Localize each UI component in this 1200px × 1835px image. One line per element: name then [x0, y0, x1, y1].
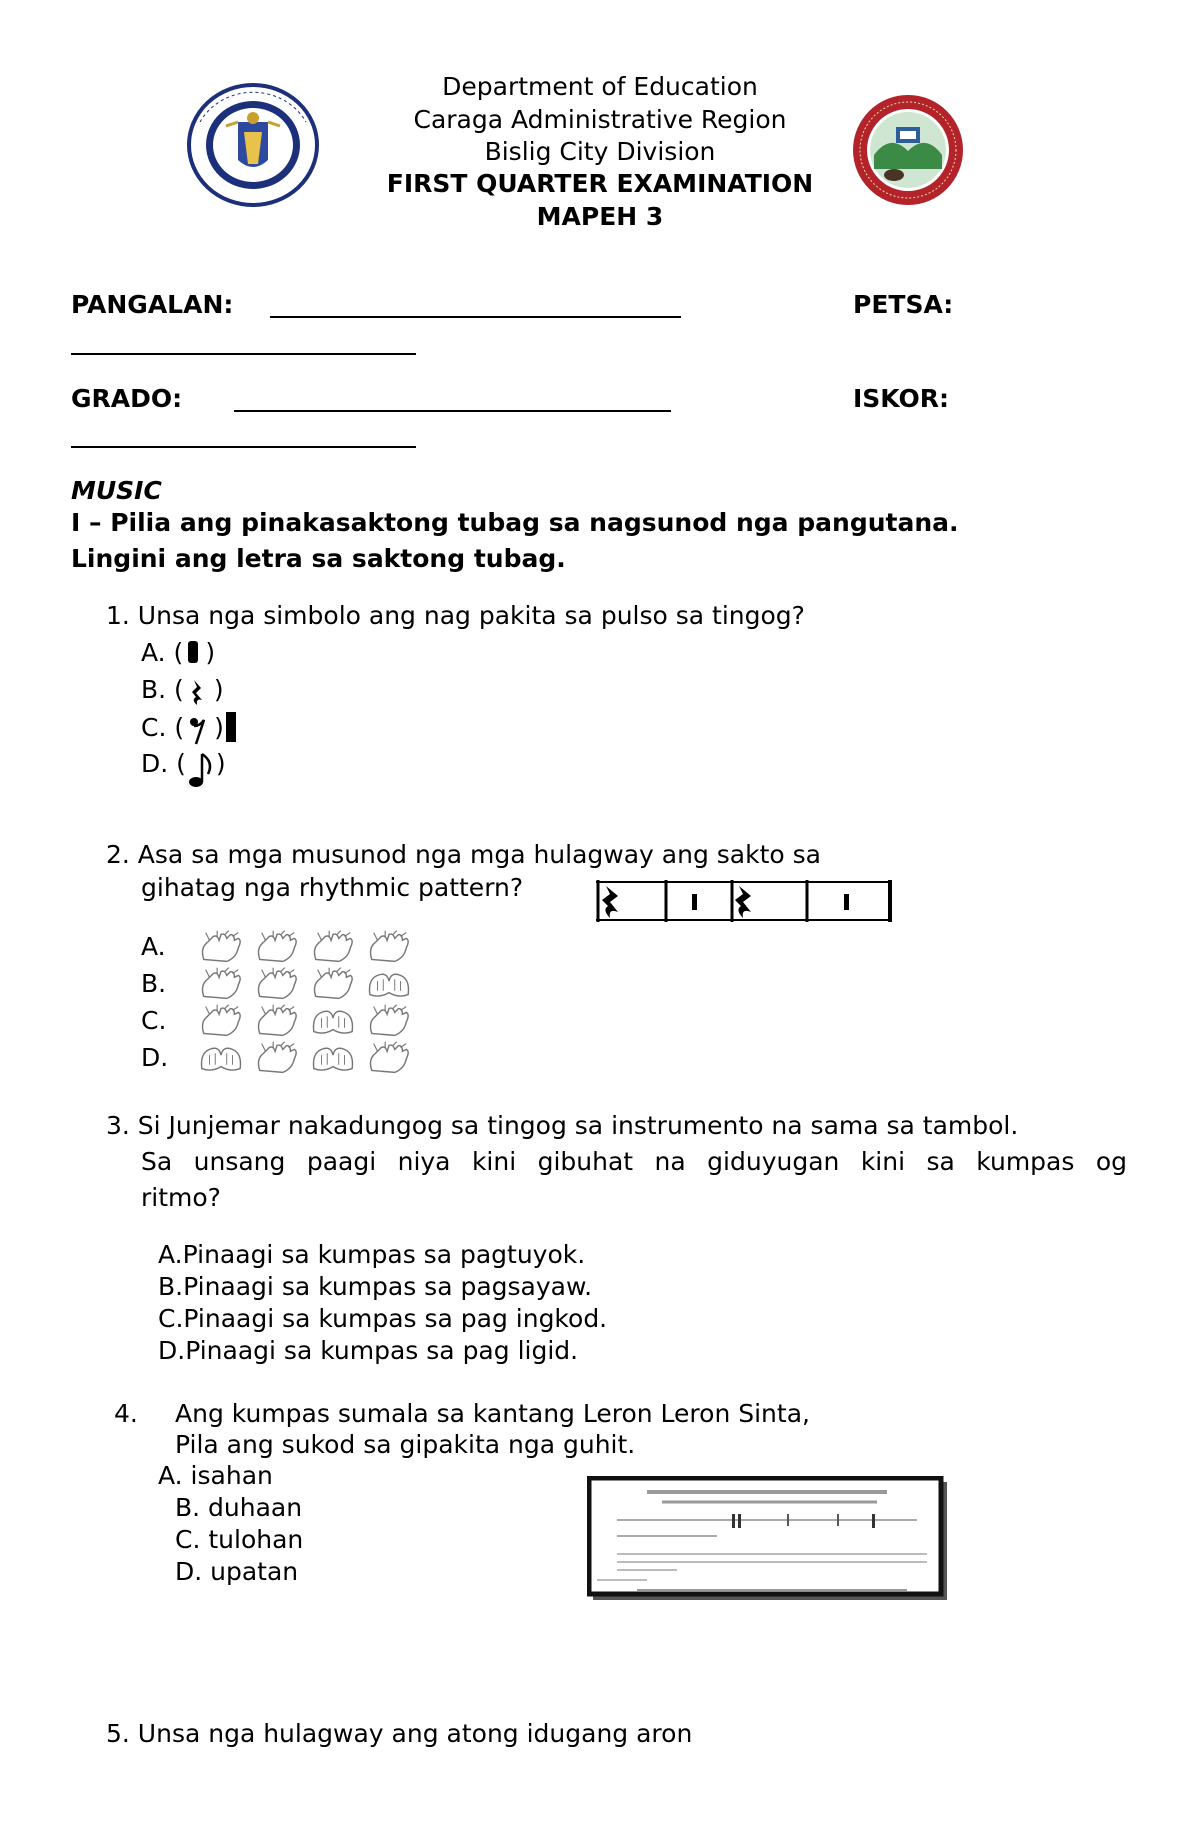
q1-option-a-label: A. (: [141, 638, 184, 667]
q4-text-line-1: Ang kumpas sumala sa kantang Leron Leron Sinta,: [175, 1399, 810, 1428]
score-field[interactable]: [71, 446, 416, 448]
q2-hands-row-b: [198, 967, 412, 1001]
pat-icon: [366, 967, 412, 1001]
date-label: PETSA:: [853, 290, 954, 319]
q5-text-line-1: 5. Unsa nga hulagway ang atong idugang aron: [106, 1719, 693, 1748]
score-label: ISKOR:: [853, 384, 950, 413]
q4-option-c[interactable]: C. tulohan: [175, 1525, 304, 1554]
q4-option-a[interactable]: A. isahan: [158, 1461, 273, 1490]
q4-option-d[interactable]: D. upatan: [175, 1557, 299, 1586]
clap-icon: [366, 1041, 412, 1075]
q2-option-c[interactable]: C.: [141, 1006, 167, 1035]
pat-icon: [310, 1041, 356, 1075]
q1-option-d-close: ): [215, 749, 226, 778]
section-title: MUSIC: [71, 476, 162, 505]
eighth-rest-icon: [184, 714, 214, 748]
q2-text-line-1: 2. Asa sa mga musunod nga mga hulagway ang sakto sa: [106, 840, 821, 869]
name-field[interactable]: [270, 316, 681, 318]
clap-icon: [366, 930, 412, 964]
grade-field[interactable]: [234, 410, 671, 412]
q2-option-d[interactable]: D.: [141, 1043, 169, 1072]
q3-option-b[interactable]: B.Pinaagi sa kumpas sa pagsayaw.: [158, 1272, 593, 1301]
instruction-line-2: Lingini ang letra sa saktong tubag.: [71, 544, 566, 573]
clap-icon: [254, 967, 300, 1001]
q1-option-b-label: B. (: [141, 675, 184, 704]
q1-option-d-label: D. (: [141, 749, 186, 778]
q1-option-a[interactable]: [141, 638, 215, 667]
grade-label: GRADO:: [71, 384, 183, 413]
q1-option-a-close: ): [205, 638, 216, 667]
division-name: Bislig City Division: [484, 137, 716, 166]
clap-icon: [310, 967, 356, 1001]
pat-icon: [198, 1041, 244, 1075]
q4-number: 4.: [114, 1399, 138, 1428]
clap-icon: [366, 1004, 412, 1038]
q4-option-b[interactable]: B. duhaan: [175, 1493, 303, 1522]
q1-option-b-close: ): [213, 675, 224, 704]
exam-title: FIRST QUARTER EXAMINATION: [386, 169, 814, 198]
q3-text-line-1: 3. Si Junjemar nakadungog sa tingog sa instrumento na sama sa tambol.: [106, 1111, 1019, 1140]
clap-icon: [254, 930, 300, 964]
name-label: PANGALAN:: [71, 290, 234, 319]
date-field[interactable]: [71, 353, 416, 355]
q2-option-b[interactable]: B.: [141, 969, 167, 998]
pat-icon: [310, 1004, 356, 1038]
q2-option-a[interactable]: A.: [141, 932, 166, 961]
q2-hands-row-d: [198, 1041, 412, 1075]
subject-title: MAPEH 3: [536, 202, 664, 231]
clap-icon: [310, 930, 356, 964]
eighth-note-icon: [186, 750, 216, 790]
q1-option-c-close: ): [214, 713, 224, 742]
q1-text: 1. Unsa nga simbolo ang nag pakita sa pulso sa tingog?: [106, 601, 805, 630]
q2-hands-row-a: [198, 930, 412, 964]
q1-option-d[interactable]: [141, 749, 226, 790]
quarter-rest-icon: [184, 678, 214, 708]
q2-text-line-2: gihatag nga rhythmic pattern?: [141, 873, 524, 902]
q1-option-c-label: C. (: [141, 713, 185, 742]
bar-line-icon: [224, 712, 238, 742]
q3-text-line-2: Sa unsang paagi niya kini gibuhat na giduyugan kini sa kumpas og: [141, 1147, 1127, 1176]
department-name: Department of Education: [442, 72, 758, 101]
clap-icon: [198, 1004, 244, 1038]
clap-icon: [198, 967, 244, 1001]
q4-text-line-2: Pila ang sukod sa gipakita nga guhit.: [175, 1430, 636, 1459]
q3-option-a[interactable]: A.Pinaagi sa kumpas sa pagtuyok.: [158, 1240, 586, 1269]
instruction-line-1: I – Pilia ang pinakasaktong tubag sa nagsunod nga pangutana.: [71, 508, 959, 537]
quarter-note-bar-icon: [183, 639, 205, 665]
region-name: Caraga Administrative Region: [413, 105, 787, 134]
q1-option-c[interactable]: [141, 712, 238, 748]
clap-icon: [254, 1041, 300, 1075]
rhythmic-pattern-staff: [596, 880, 893, 922]
q3-option-c[interactable]: C.Pinaagi sa kumpas sa pag ingkod.: [158, 1304, 608, 1333]
leron-sinta-notation-image: [587, 1476, 949, 1600]
q1-option-b[interactable]: [141, 675, 224, 708]
clap-icon: [198, 930, 244, 964]
q3-option-d[interactable]: D.Pinaagi sa kumpas sa pag ligid.: [158, 1336, 579, 1365]
q2-hands-row-c: [198, 1004, 412, 1038]
clap-icon: [254, 1004, 300, 1038]
q3-text-line-3: ritmo?: [141, 1183, 221, 1212]
